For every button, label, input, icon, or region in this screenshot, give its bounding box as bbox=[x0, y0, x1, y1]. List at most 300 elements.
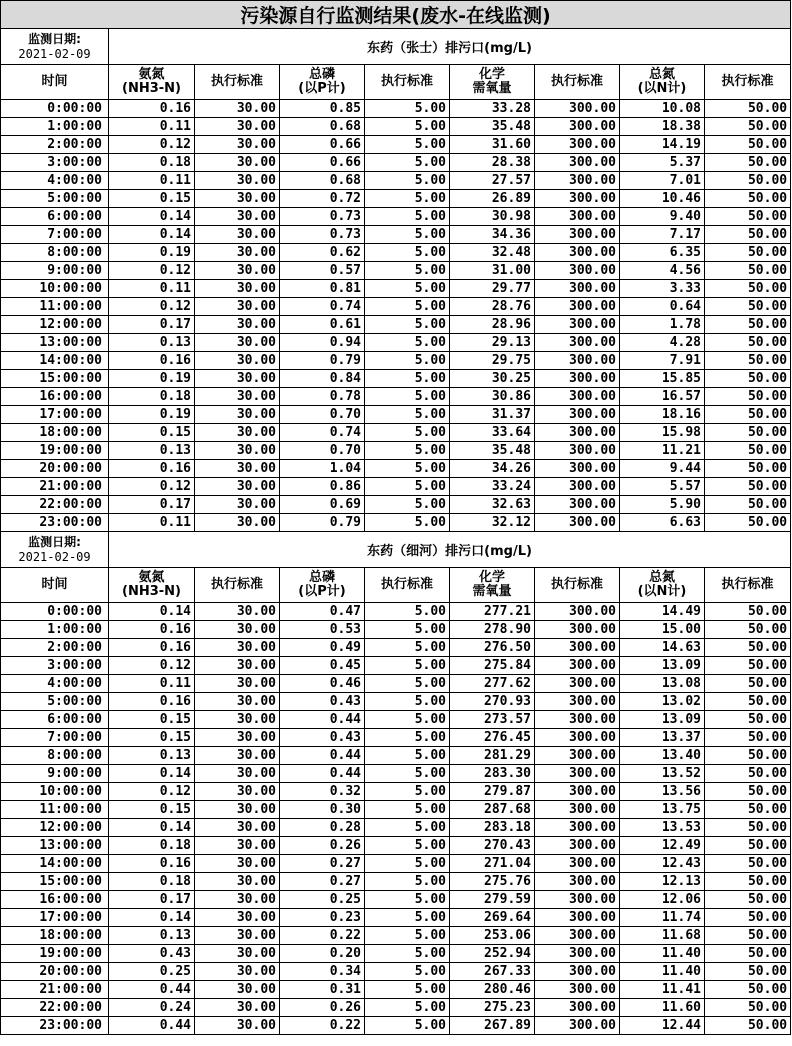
value-cell: 5.00 bbox=[365, 460, 450, 478]
value-cell: 0.12 bbox=[109, 478, 195, 496]
value-cell: 0.15 bbox=[109, 190, 195, 208]
value-cell: 5.00 bbox=[365, 118, 450, 136]
time-cell: 17:00:00 bbox=[1, 909, 109, 927]
value-cell: 273.57 bbox=[450, 711, 535, 729]
value-cell: 0.26 bbox=[280, 999, 365, 1017]
value-cell: 50.00 bbox=[705, 981, 791, 999]
value-cell: 15.00 bbox=[620, 621, 705, 639]
value-cell: 0.81 bbox=[280, 280, 365, 298]
table-row bbox=[1, 280, 791, 298]
column-header bbox=[450, 568, 535, 603]
time-cell: 2:00:00 bbox=[1, 639, 109, 657]
value-cell: 0.20 bbox=[280, 945, 365, 963]
value-cell: 50.00 bbox=[705, 334, 791, 352]
value-cell: 0.17 bbox=[109, 316, 195, 334]
value-cell: 300.00 bbox=[535, 154, 620, 172]
value-cell: 300.00 bbox=[535, 406, 620, 424]
value-cell: 14.63 bbox=[620, 639, 705, 657]
table-row bbox=[1, 406, 791, 424]
section-date-row bbox=[1, 532, 791, 568]
column-header bbox=[705, 65, 791, 100]
column-header-line1: 执行标准 bbox=[721, 74, 774, 89]
table-row bbox=[1, 891, 791, 909]
time-cell: 0:00:00 bbox=[1, 603, 109, 621]
column-header bbox=[620, 65, 705, 100]
value-cell: 30.00 bbox=[195, 873, 280, 891]
time-cell: 3:00:00 bbox=[1, 154, 109, 172]
value-cell: 275.84 bbox=[450, 657, 535, 675]
table-row bbox=[1, 208, 791, 226]
value-cell: 13.75 bbox=[620, 801, 705, 819]
value-cell: 30.00 bbox=[195, 226, 280, 244]
time-cell: 8:00:00 bbox=[1, 747, 109, 765]
value-cell: 5.00 bbox=[365, 190, 450, 208]
value-cell: 0.25 bbox=[109, 963, 195, 981]
value-cell: 30.00 bbox=[195, 999, 280, 1017]
value-cell: 26.89 bbox=[450, 190, 535, 208]
value-cell: 50.00 bbox=[705, 747, 791, 765]
column-header-row bbox=[1, 65, 791, 100]
value-cell: 30.00 bbox=[195, 388, 280, 406]
value-cell: 50.00 bbox=[705, 783, 791, 801]
value-cell: 300.00 bbox=[535, 693, 620, 711]
time-cell: 21:00:00 bbox=[1, 478, 109, 496]
date-value: 2021-02-09 bbox=[18, 549, 91, 564]
value-cell: 0.13 bbox=[109, 442, 195, 460]
value-cell: 5.00 bbox=[365, 316, 450, 334]
value-cell: 30.00 bbox=[195, 693, 280, 711]
value-cell: 11.40 bbox=[620, 963, 705, 981]
column-header-line1: 执行标准 bbox=[210, 577, 263, 592]
value-cell: 300.00 bbox=[535, 460, 620, 478]
time-cell: 21:00:00 bbox=[1, 981, 109, 999]
value-cell: 31.00 bbox=[450, 262, 535, 280]
value-cell: 30.00 bbox=[195, 478, 280, 496]
value-cell: 30.00 bbox=[195, 262, 280, 280]
value-cell: 50.00 bbox=[705, 424, 791, 442]
table-row bbox=[1, 657, 791, 675]
value-cell: 7.17 bbox=[620, 226, 705, 244]
outlet-name: 东药（张士）排污口(mg/L) bbox=[109, 29, 791, 65]
value-cell: 50.00 bbox=[705, 1017, 791, 1035]
value-cell: 50.00 bbox=[705, 819, 791, 837]
column-header bbox=[280, 568, 365, 603]
time-cell: 20:00:00 bbox=[1, 963, 109, 981]
value-cell: 0.18 bbox=[109, 837, 195, 855]
table-row bbox=[1, 855, 791, 873]
time-cell: 17:00:00 bbox=[1, 406, 109, 424]
value-cell: 29.77 bbox=[450, 280, 535, 298]
value-cell: 29.13 bbox=[450, 334, 535, 352]
value-cell: 5.00 bbox=[365, 639, 450, 657]
column-header-line2: (NH3-N) bbox=[122, 81, 181, 96]
value-cell: 50.00 bbox=[705, 406, 791, 424]
value-cell: 13.56 bbox=[620, 783, 705, 801]
value-cell: 0.14 bbox=[109, 765, 195, 783]
column-header-line1: 时间 bbox=[41, 74, 68, 89]
value-cell: 50.00 bbox=[705, 873, 791, 891]
monitoring-date bbox=[1, 29, 109, 65]
value-cell: 13.53 bbox=[620, 819, 705, 837]
value-cell: 5.00 bbox=[365, 1017, 450, 1035]
value-cell: 0.15 bbox=[109, 711, 195, 729]
value-cell: 300.00 bbox=[535, 190, 620, 208]
time-cell: 19:00:00 bbox=[1, 945, 109, 963]
table-row bbox=[1, 1017, 791, 1035]
column-header bbox=[535, 568, 620, 603]
value-cell: 31.37 bbox=[450, 406, 535, 424]
value-cell: 0.22 bbox=[280, 1017, 365, 1035]
value-cell: 0.44 bbox=[280, 711, 365, 729]
table-row bbox=[1, 765, 791, 783]
value-cell: 30.00 bbox=[195, 801, 280, 819]
value-cell: 5.00 bbox=[365, 819, 450, 837]
value-cell: 0.74 bbox=[280, 298, 365, 316]
time-cell: 12:00:00 bbox=[1, 819, 109, 837]
value-cell: 0.44 bbox=[280, 747, 365, 765]
monitoring-date bbox=[1, 532, 109, 568]
time-cell: 3:00:00 bbox=[1, 657, 109, 675]
value-cell: 5.00 bbox=[365, 927, 450, 945]
table-row bbox=[1, 747, 791, 765]
value-cell: 1.78 bbox=[620, 316, 705, 334]
date-value: 2021-02-09 bbox=[18, 46, 91, 61]
table-row bbox=[1, 999, 791, 1017]
value-cell: 0.13 bbox=[109, 334, 195, 352]
value-cell: 300.00 bbox=[535, 388, 620, 406]
value-cell: 1.04 bbox=[280, 460, 365, 478]
value-cell: 5.00 bbox=[365, 891, 450, 909]
value-cell: 30.00 bbox=[195, 172, 280, 190]
value-cell: 276.45 bbox=[450, 729, 535, 747]
value-cell: 300.00 bbox=[535, 226, 620, 244]
column-header-line1: 氨氮 bbox=[138, 570, 165, 585]
value-cell: 300.00 bbox=[535, 478, 620, 496]
value-cell: 5.00 bbox=[365, 747, 450, 765]
value-cell: 0.68 bbox=[280, 118, 365, 136]
value-cell: 5.00 bbox=[365, 208, 450, 226]
value-cell: 30.00 bbox=[195, 424, 280, 442]
value-cell: 34.36 bbox=[450, 226, 535, 244]
value-cell: 300.00 bbox=[535, 442, 620, 460]
value-cell: 270.43 bbox=[450, 837, 535, 855]
value-cell: 5.90 bbox=[620, 496, 705, 514]
value-cell: 5.00 bbox=[365, 855, 450, 873]
value-cell: 300.00 bbox=[535, 100, 620, 118]
table-body bbox=[1, 1, 791, 1035]
value-cell: 0.68 bbox=[280, 172, 365, 190]
table-row bbox=[1, 909, 791, 927]
value-cell: 5.00 bbox=[365, 298, 450, 316]
value-cell: 11.74 bbox=[620, 909, 705, 927]
value-cell: 30.00 bbox=[195, 765, 280, 783]
time-cell: 16:00:00 bbox=[1, 891, 109, 909]
value-cell: 30.00 bbox=[195, 729, 280, 747]
value-cell: 5.00 bbox=[365, 280, 450, 298]
time-cell: 11:00:00 bbox=[1, 298, 109, 316]
value-cell: 0.12 bbox=[109, 298, 195, 316]
column-header-line1: 氨氮 bbox=[138, 67, 165, 82]
value-cell: 32.63 bbox=[450, 496, 535, 514]
value-cell: 300.00 bbox=[535, 280, 620, 298]
value-cell: 5.00 bbox=[365, 352, 450, 370]
value-cell: 6.35 bbox=[620, 244, 705, 262]
value-cell: 5.00 bbox=[365, 765, 450, 783]
value-cell: 5.00 bbox=[365, 783, 450, 801]
value-cell: 279.59 bbox=[450, 891, 535, 909]
value-cell: 0.43 bbox=[109, 945, 195, 963]
value-cell: 50.00 bbox=[705, 226, 791, 244]
table-row bbox=[1, 172, 791, 190]
value-cell: 12.43 bbox=[620, 855, 705, 873]
value-cell: 0.78 bbox=[280, 388, 365, 406]
value-cell: 0.19 bbox=[109, 370, 195, 388]
value-cell: 16.57 bbox=[620, 388, 705, 406]
value-cell: 30.00 bbox=[195, 639, 280, 657]
value-cell: 33.28 bbox=[450, 100, 535, 118]
value-cell: 50.00 bbox=[705, 154, 791, 172]
value-cell: 50.00 bbox=[705, 514, 791, 532]
value-cell: 50.00 bbox=[705, 208, 791, 226]
value-cell: 0.62 bbox=[280, 244, 365, 262]
value-cell: 300.00 bbox=[535, 909, 620, 927]
value-cell: 27.57 bbox=[450, 172, 535, 190]
table-row bbox=[1, 783, 791, 801]
value-cell: 50.00 bbox=[705, 172, 791, 190]
value-cell: 32.48 bbox=[450, 244, 535, 262]
value-cell: 30.00 bbox=[195, 208, 280, 226]
value-cell: 300.00 bbox=[535, 639, 620, 657]
value-cell: 5.00 bbox=[365, 945, 450, 963]
table-row bbox=[1, 118, 791, 136]
value-cell: 50.00 bbox=[705, 478, 791, 496]
value-cell: 279.87 bbox=[450, 783, 535, 801]
value-cell: 278.90 bbox=[450, 621, 535, 639]
value-cell: 50.00 bbox=[705, 639, 791, 657]
value-cell: 0.14 bbox=[109, 603, 195, 621]
value-cell: 270.93 bbox=[450, 693, 535, 711]
table-row bbox=[1, 154, 791, 172]
value-cell: 5.00 bbox=[365, 693, 450, 711]
time-cell: 13:00:00 bbox=[1, 837, 109, 855]
value-cell: 0.46 bbox=[280, 675, 365, 693]
time-cell: 20:00:00 bbox=[1, 460, 109, 478]
value-cell: 30.00 bbox=[195, 657, 280, 675]
table-row bbox=[1, 819, 791, 837]
column-header-line2: (以N计) bbox=[637, 81, 687, 96]
time-cell: 18:00:00 bbox=[1, 424, 109, 442]
value-cell: 15.85 bbox=[620, 370, 705, 388]
table-row bbox=[1, 837, 791, 855]
value-cell: 5.00 bbox=[365, 603, 450, 621]
time-cell: 7:00:00 bbox=[1, 729, 109, 747]
column-header-line2: (以P计) bbox=[298, 584, 346, 599]
table-row bbox=[1, 388, 791, 406]
table-row bbox=[1, 478, 791, 496]
value-cell: 50.00 bbox=[705, 729, 791, 747]
column-header bbox=[109, 568, 195, 603]
table-row bbox=[1, 136, 791, 154]
value-cell: 5.00 bbox=[365, 909, 450, 927]
value-cell: 300.00 bbox=[535, 801, 620, 819]
value-cell: 13.08 bbox=[620, 675, 705, 693]
value-cell: 7.01 bbox=[620, 172, 705, 190]
value-cell: 269.64 bbox=[450, 909, 535, 927]
table-row bbox=[1, 514, 791, 532]
value-cell: 0.79 bbox=[280, 352, 365, 370]
value-cell: 50.00 bbox=[705, 100, 791, 118]
time-cell: 6:00:00 bbox=[1, 711, 109, 729]
value-cell: 30.00 bbox=[195, 334, 280, 352]
value-cell: 50.00 bbox=[705, 460, 791, 478]
value-cell: 0.14 bbox=[109, 208, 195, 226]
value-cell: 5.00 bbox=[365, 873, 450, 891]
value-cell: 5.00 bbox=[365, 675, 450, 693]
value-cell: 0.45 bbox=[280, 657, 365, 675]
value-cell: 0.11 bbox=[109, 675, 195, 693]
value-cell: 0.79 bbox=[280, 514, 365, 532]
value-cell: 30.00 bbox=[195, 819, 280, 837]
value-cell: 300.00 bbox=[535, 963, 620, 981]
value-cell: 0.23 bbox=[280, 909, 365, 927]
value-cell: 0.12 bbox=[109, 657, 195, 675]
value-cell: 30.00 bbox=[195, 603, 280, 621]
value-cell: 0.61 bbox=[280, 316, 365, 334]
value-cell: 30.98 bbox=[450, 208, 535, 226]
value-cell: 275.23 bbox=[450, 999, 535, 1017]
value-cell: 13.09 bbox=[620, 657, 705, 675]
value-cell: 0.73 bbox=[280, 226, 365, 244]
value-cell: 0.44 bbox=[109, 1017, 195, 1035]
value-cell: 7.91 bbox=[620, 352, 705, 370]
column-header-line2: (以P计) bbox=[298, 81, 346, 96]
column-header-line1: 总氮 bbox=[648, 570, 675, 585]
time-cell: 19:00:00 bbox=[1, 442, 109, 460]
value-cell: 0.11 bbox=[109, 280, 195, 298]
value-cell: 300.00 bbox=[535, 352, 620, 370]
value-cell: 5.00 bbox=[365, 496, 450, 514]
column-header bbox=[365, 65, 450, 100]
value-cell: 0.73 bbox=[280, 208, 365, 226]
column-header-line1: 时间 bbox=[41, 577, 68, 592]
value-cell: 50.00 bbox=[705, 891, 791, 909]
value-cell: 50.00 bbox=[705, 999, 791, 1017]
value-cell: 0.14 bbox=[109, 909, 195, 927]
time-cell: 4:00:00 bbox=[1, 675, 109, 693]
column-header-line1: 化学 bbox=[478, 67, 505, 82]
value-cell: 50.00 bbox=[705, 118, 791, 136]
table-row bbox=[1, 675, 791, 693]
value-cell: 0.66 bbox=[280, 154, 365, 172]
value-cell: 5.00 bbox=[365, 388, 450, 406]
value-cell: 0.85 bbox=[280, 100, 365, 118]
value-cell: 0.16 bbox=[109, 693, 195, 711]
value-cell: 30.00 bbox=[195, 496, 280, 514]
value-cell: 5.00 bbox=[365, 136, 450, 154]
value-cell: 300.00 bbox=[535, 621, 620, 639]
value-cell: 300.00 bbox=[535, 837, 620, 855]
value-cell: 300.00 bbox=[535, 514, 620, 532]
value-cell: 0.22 bbox=[280, 927, 365, 945]
value-cell: 0.16 bbox=[109, 352, 195, 370]
value-cell: 12.13 bbox=[620, 873, 705, 891]
time-cell: 23:00:00 bbox=[1, 1017, 109, 1035]
value-cell: 30.00 bbox=[195, 909, 280, 927]
value-cell: 287.68 bbox=[450, 801, 535, 819]
value-cell: 0.18 bbox=[109, 388, 195, 406]
column-header-line1: 化学 bbox=[478, 570, 505, 585]
value-cell: 5.00 bbox=[365, 226, 450, 244]
value-cell: 0.27 bbox=[280, 873, 365, 891]
value-cell: 5.00 bbox=[365, 244, 450, 262]
value-cell: 50.00 bbox=[705, 603, 791, 621]
value-cell: 0.14 bbox=[109, 819, 195, 837]
value-cell: 5.00 bbox=[365, 621, 450, 639]
value-cell: 300.00 bbox=[535, 765, 620, 783]
value-cell: 0.15 bbox=[109, 729, 195, 747]
table-row bbox=[1, 460, 791, 478]
time-cell: 0:00:00 bbox=[1, 100, 109, 118]
value-cell: 300.00 bbox=[535, 675, 620, 693]
value-cell: 50.00 bbox=[705, 837, 791, 855]
value-cell: 30.00 bbox=[195, 154, 280, 172]
column-header bbox=[450, 65, 535, 100]
value-cell: 300.00 bbox=[535, 424, 620, 442]
value-cell: 5.00 bbox=[365, 963, 450, 981]
value-cell: 30.00 bbox=[195, 981, 280, 999]
value-cell: 32.12 bbox=[450, 514, 535, 532]
value-cell: 5.00 bbox=[365, 442, 450, 460]
report-title: 污染源自行监测结果(废水-在线监测) bbox=[1, 1, 791, 29]
table-row bbox=[1, 370, 791, 388]
value-cell: 13.09 bbox=[620, 711, 705, 729]
value-cell: 50.00 bbox=[705, 945, 791, 963]
value-cell: 300.00 bbox=[535, 244, 620, 262]
column-header bbox=[365, 568, 450, 603]
column-header bbox=[280, 65, 365, 100]
value-cell: 30.00 bbox=[195, 442, 280, 460]
time-cell: 12:00:00 bbox=[1, 316, 109, 334]
table-row bbox=[1, 981, 791, 999]
value-cell: 13.52 bbox=[620, 765, 705, 783]
value-cell: 0.28 bbox=[280, 819, 365, 837]
value-cell: 0.24 bbox=[109, 999, 195, 1017]
time-cell: 4:00:00 bbox=[1, 172, 109, 190]
value-cell: 11.60 bbox=[620, 999, 705, 1017]
value-cell: 283.18 bbox=[450, 819, 535, 837]
value-cell: 30.00 bbox=[195, 100, 280, 118]
value-cell: 30.00 bbox=[195, 406, 280, 424]
value-cell: 300.00 bbox=[535, 316, 620, 334]
value-cell: 0.34 bbox=[280, 963, 365, 981]
value-cell: 30.00 bbox=[195, 927, 280, 945]
value-cell: 0.49 bbox=[280, 639, 365, 657]
value-cell: 28.96 bbox=[450, 316, 535, 334]
value-cell: 0.17 bbox=[109, 496, 195, 514]
table-row bbox=[1, 496, 791, 514]
time-cell: 22:00:00 bbox=[1, 496, 109, 514]
time-cell: 8:00:00 bbox=[1, 244, 109, 262]
value-cell: 0.30 bbox=[280, 801, 365, 819]
title-row bbox=[1, 1, 791, 29]
value-cell: 6.63 bbox=[620, 514, 705, 532]
value-cell: 5.37 bbox=[620, 154, 705, 172]
value-cell: 0.13 bbox=[109, 927, 195, 945]
date-label: 监测日期: bbox=[28, 31, 81, 46]
time-cell: 14:00:00 bbox=[1, 352, 109, 370]
value-cell: 300.00 bbox=[535, 945, 620, 963]
time-cell: 2:00:00 bbox=[1, 136, 109, 154]
